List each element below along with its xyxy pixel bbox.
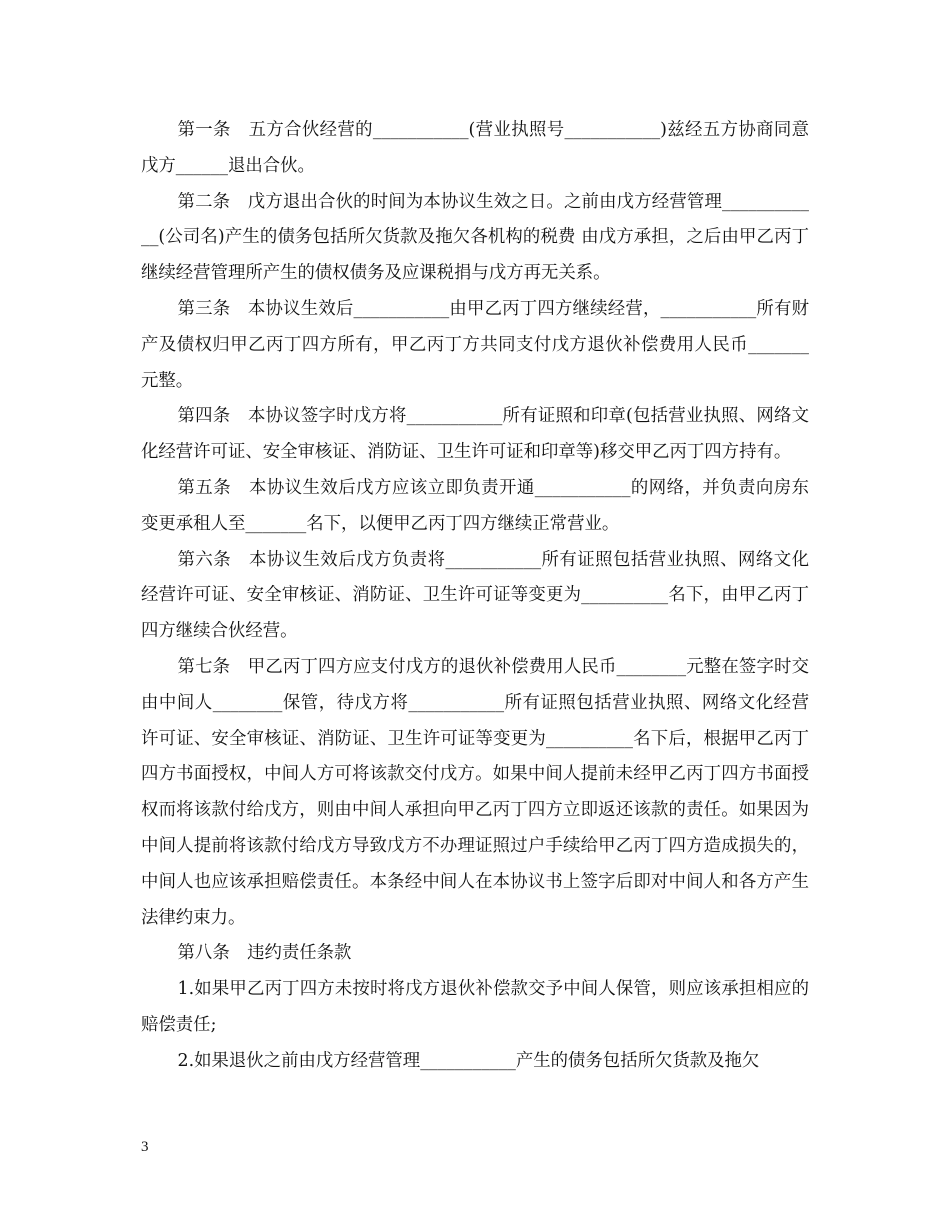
article-2-paragraph: 第二条 戊方退出合伙的时间为本协议生效之日。之前由戊方经营管理____________(公司名)产生的债务包括所欠货款及拖欠各机构的税费 由戊方承担，之后由甲乙丙丁继续经营管理所产生的债权债务及应课税捐与戊方再无关系。 [141, 191, 809, 284]
article-5-paragraph: 第五条 本协议生效后戊方应该立即负责开通___________的网络，并负责向房东变更承租人至_______名下，以便甲乙丙丁四方继续正常营业。 [141, 477, 809, 534]
article-8-clause-1: 1.如果甲乙丙丁四方未按时将戊方退伙补偿款交予中间人保管，则应该承担相应的赔偿责任; [141, 979, 809, 1035]
article-7-paragraph: 第七条 甲乙丙丁四方应支付戊方的退伙补偿费用人民币________元整在签字时交由中间人________保管，待戊方将___________所有证照包括营业执照、网络文化经营许可证、安全审核证、消防证、卫生许可证等变更为__________名下后，根据甲乙丙丁四方书面授权，中间人方可将该款交付戊方。如果中间人提前未经甲乙丙丁四方书面授权而将该款付给戊方，则由中间人承担向甲乙丙丁四方立即返还该款的责任。如果因为中间人提前将该款付给戊方导致戊方不办理证照过户手续给甲乙丙丁四方造成损失的，中间人也应该承担赔偿责任。本条经中间人在本协议书上签字后即对中间人和各方产生法律约束力。 [141, 656, 809, 928]
article-6-paragraph: 第六条 本协议生效后戊方负责将___________所有证照包括营业执照、网络文化经营许可证、安全审核证、消防证、卫生许可证等变更为__________名下，由甲乙丙丁四方继续合伙经营。 [141, 549, 809, 642]
article-3-paragraph: 第三条 本协议生效后___________由甲乙丙丁四方继续经营，___________所有财产及债权归甲乙丙丁四方所有，甲乙丙丁方共同支付戊方退伙补偿费用人民币_______元整。 [141, 298, 809, 391]
article-8-clause-2: 2.如果退伙之前由戊方经营管理___________产生的债务包括所欠货款及拖欠 [177, 1050, 760, 1071]
page-number: 3 [141, 1139, 149, 1155]
article-8-heading: 第八条 违约责任条款 [177, 943, 352, 964]
article-4-paragraph: 第四条 本协议签字时戊方将___________所有证照和印章(包括营业执照、网络文化经营许可证、安全审核证、消防证、卫生许可证和印章等)移交甲乙丙丁四方持有。 [141, 406, 809, 463]
article-1-paragraph: 第一条 五方合伙经营的___________(营业执照号___________)兹经五方协商同意戊方______退出合伙。 [141, 120, 809, 176]
document-body [141, 113, 809, 1080]
